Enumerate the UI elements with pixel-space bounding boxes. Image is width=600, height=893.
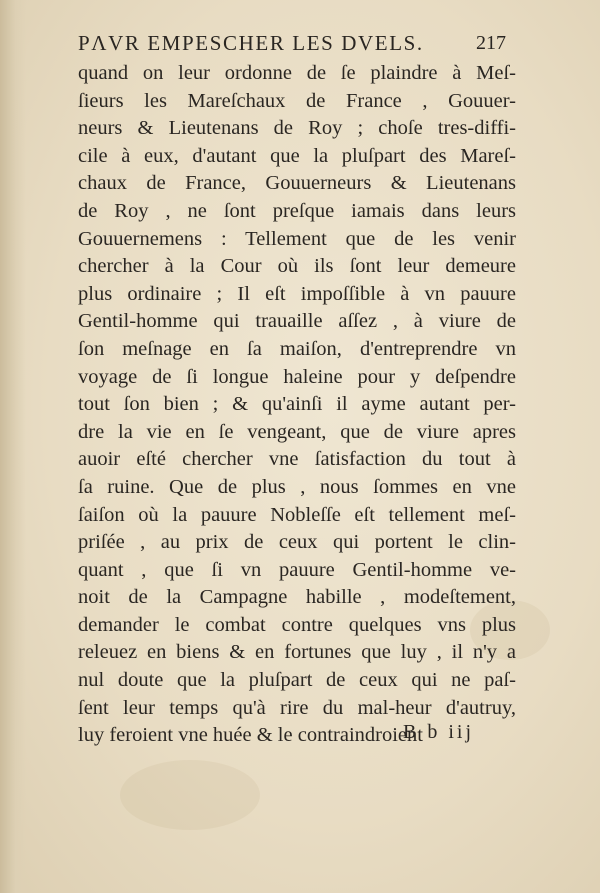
text-line: plus ordinaire ; Il eſt impoſſible à vn pauure [78,282,516,305]
text-line: cile à eux, d'autant que la pluſpart des Mareſ- [78,144,516,167]
text-line: ſieurs les Mareſchaux de France , Gouuer- [78,89,516,112]
running-title: PɅVR EMPESCHER LES DVELS. [78,31,424,55]
text-line: priſée , au prix de ceux qui portent le clin- [78,531,516,554]
body-text [78,60,516,750]
text-line: ſent leur temps qu'à rire du mal-heur d'autruy, [78,696,516,719]
text-line: chaux de France, Gouuerneurs & Lieutenans [78,172,516,195]
text-line: ſon meſnage en ſa maiſon, d'entreprendre vn [78,337,516,360]
text-line: chercher à la Cour où ils ſont leur demeure [78,255,516,278]
text-line: demander le combat contre quelques vns plus [78,613,516,636]
text-line: nul doute que la pluſpart de ceux qui ne paſ- [78,669,516,692]
text-line: dre la vie en ſe vengeant, que de viure apres [78,420,516,443]
text-line: releuez en biens & en fortunes que luy , il n'y a [78,641,516,664]
text-line: ſa ruine. Que de plus , nous ſommes en vne [78,475,516,498]
text-line: luy feroient vne huée & le contraindroient [78,724,423,747]
text-line: Gentil-homme qui trauaille aſſez , à viure de [78,310,516,333]
page-number: 217 [476,32,506,54]
text-line: neurs & Lieutenans de Roy ; choſe tres-diffi- [78,117,516,140]
text-line: quand on leur ordonne de ſe plaindre à Meſ- [78,62,516,84]
text-line: quant , que ſi vn pauure Gentil-homme ve- [78,558,516,581]
text-line: noit de la Campagne habille , modeſtement, [78,586,516,609]
page-header [78,26,518,60]
page-gutter-shadow [0,0,26,893]
text-line: auoir eſté chercher vne ſatisfaction du tout à [78,448,516,471]
text-line: ſaiſon où la pauure Nobleſſe eſt tellement meſ- [78,503,516,526]
text-line: voyage de ſi longue haleine pour y deſpendre [78,365,516,388]
paper-stain [120,760,260,830]
text-line: de Roy , ne ſont preſque iamais dans leurs [78,199,516,222]
text-line: Gouuernemens : Tellement que de les venir [78,227,516,250]
signature-mark: B b iij [403,721,475,743]
text-line: tout ſon bien ; & qu'ainſi il ayme autant per- [78,393,516,416]
